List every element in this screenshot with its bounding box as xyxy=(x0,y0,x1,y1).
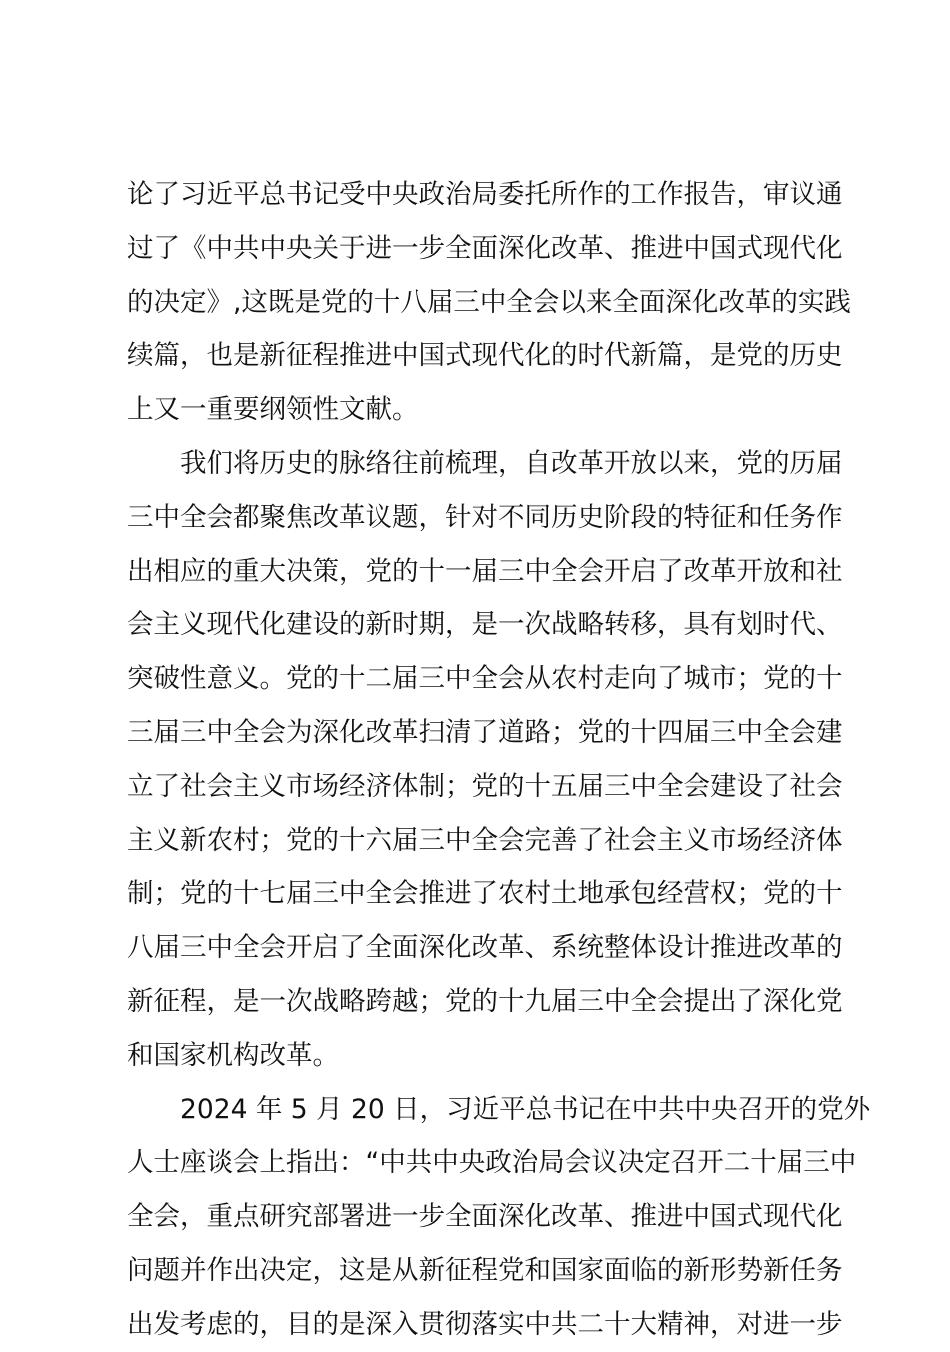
text-line: 制；党的十七届三中全会推进了农村土地承包经营权；党的十 xyxy=(127,878,843,910)
text-line: 我们将历史的脉络往前梳理，自改革开放以来，党的历届 xyxy=(180,447,843,479)
text-line: 新征程，是一次战略跨越；党的十九届三中全会提出了深化党 xyxy=(127,985,843,1017)
text-line: 立了社会主义市场经济体制；党的十五届三中全会建设了社会 xyxy=(127,770,843,802)
text-line: 出发考虑的，目的是深入贯彻落实中共二十大精神，对进一步 xyxy=(127,1308,843,1340)
text-line: 主义新农村；党的十六届三中全会完善了社会主义市场经济体 xyxy=(127,824,843,856)
text-line: 全会，重点研究部署进一步全面深化改革、推进中国式现代化 xyxy=(127,1201,843,1233)
text-line: 突破性意义。党的十二届三中全会从农村走向了城市；党的十 xyxy=(127,663,843,695)
text-line: 过了《中共中央关于进一步全面深化改革、推进中国式现代化 xyxy=(127,232,843,264)
text-line: 问题并作出决定，这是从新征程党和国家面临的新形势新任务 xyxy=(127,1254,843,1286)
text-line: 的决定》,这既是党的十八届三中全会以来全面深化改革的实践 xyxy=(127,286,851,318)
text-line: 会主义现代化建设的新时期，是一次战略转移，具有划时代、 xyxy=(127,609,843,641)
text-line: 论了习近平总书记受中央政治局委托所作的工作报告，审议通 xyxy=(127,179,843,210)
text-line: 八届三中全会开启了全面深化改革、系统整体设计推进改革的 xyxy=(127,932,843,964)
text-line: 续篇，也是新征程推进中国式现代化的时代新篇，是党的历史 xyxy=(127,340,843,372)
text-line: 三届三中全会为深化改革扫清了道路；党的十四届三中全会建 xyxy=(127,716,843,748)
text-line: 2024 年 5 月 20 日，习近平总书记在中共中央召开的党外 xyxy=(180,1093,871,1125)
text-line: 和国家机构改革。 xyxy=(127,1039,339,1071)
text-line: 三中全会都聚焦改革议题，针对不同历史阶段的特征和任务作 xyxy=(127,501,843,533)
paragraph xyxy=(127,1083,871,1352)
text-line: 上又一重要纲领性文献。 xyxy=(127,394,419,426)
paragraph xyxy=(127,168,851,437)
text-line: 出相应的重大决策，党的十一届三中全会开启了改革开放和社 xyxy=(127,555,843,587)
paragraph xyxy=(127,437,843,1083)
text-line: 人士座谈会上指出：“中共中央政治局会议决定召开二十届三中 xyxy=(127,1147,857,1179)
document-body xyxy=(127,168,871,1352)
